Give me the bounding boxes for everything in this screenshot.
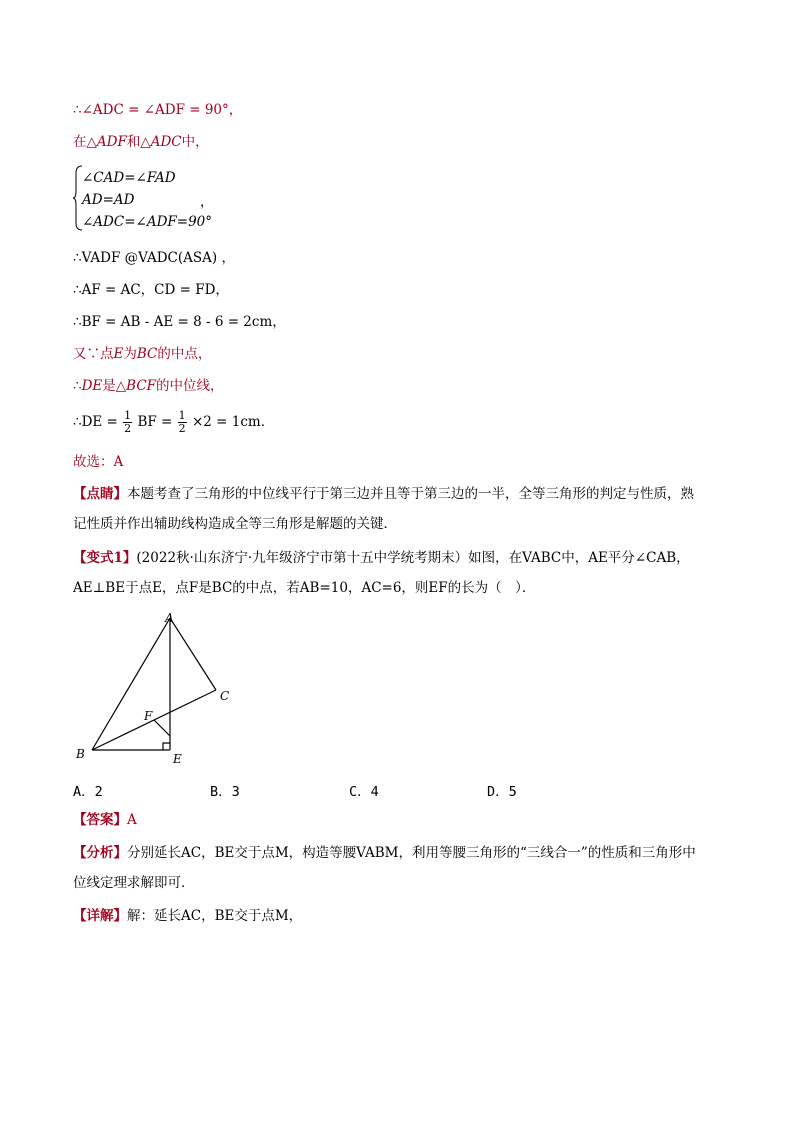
line-af-ac: ∴AF = AC，CD = FD， <box>73 282 229 298</box>
segment-fe <box>154 720 170 736</box>
line-answer: 【答案】A <box>73 812 137 828</box>
label-b: B <box>76 747 85 761</box>
line-choose: 故选：A <box>73 454 124 470</box>
line-midpoint: 又∵点E为BC的中点， <box>73 346 212 362</box>
line-analysis-2: 位线定理求解即可． <box>73 875 195 891</box>
line-de-result: ∴DE = $\frac{1}{2}$ BF = $\frac{1}{2}$ ×2 = 1cm． <box>73 409 275 435</box>
system-eq3: ∠ADC=∠ADF=90° <box>82 214 213 230</box>
line-midline: ∴DE是△BCF的中位线， <box>73 378 224 394</box>
system-eq1: ∠CAD=∠FAD <box>82 170 176 186</box>
fraction-half-1: $\frac{1}{2}$ <box>124 409 132 435</box>
option-c[interactable]: C．4 <box>349 784 379 800</box>
label-c: C <box>220 689 230 703</box>
label-f: F <box>144 709 153 723</box>
fraction-half-2: $\frac{1}{2}$ <box>178 409 186 435</box>
right-angle-mark <box>163 743 170 750</box>
option-b[interactable]: B．3 <box>210 784 240 800</box>
segment-ab <box>92 618 170 750</box>
line-variant-question: AE⊥BE于点E，点F是BC的中点，若AB=10，AC=6，则EF的长为（ ）． <box>73 580 536 596</box>
label-e: E <box>173 752 182 766</box>
line-detail: 【详解】解：延长AC，BE交于点M， <box>73 908 303 924</box>
system-eq2: AD=AD <box>82 192 135 208</box>
line-dianjing: 【点睛】本题考查了三角形的中位线平行于第三边并且等于第三边的一半，全等三角形的判定与性质，熟 <box>73 486 694 502</box>
option-a[interactable]: A．2 <box>73 784 103 800</box>
line-triangles: 在△ADF和△ADC中， <box>73 134 209 150</box>
line-analysis: 【分析】分别延长AC，BE交于点M，构造等腰VABM，利用等腰三角形的“三线合一”的性质和三角形中 <box>73 845 696 861</box>
option-d[interactable]: D．5 <box>487 784 517 800</box>
label-a: A <box>165 611 174 625</box>
line-angle-equal: ∴∠ADC = ∠ADF = 90°， <box>73 102 243 118</box>
line-bf: ∴BF = AB - AE = 8 - 6 = 2cm， <box>73 314 286 330</box>
geometry-figure <box>70 608 240 768</box>
line-congruent: ∴VADF @VADC(ASA) ， <box>73 250 235 266</box>
system-comma: ， <box>200 194 214 210</box>
line-variant-title: 【变式1】(2022秋·山东济宁·九年级济宁市第十五中学统考期末）如图，在VABC中，AE平分∠CAB， <box>73 550 690 566</box>
segment-ac <box>170 618 216 690</box>
line-dianjing-2: 记性质并作出辅助线构造成全等三角形是解题的关键． <box>73 516 397 532</box>
